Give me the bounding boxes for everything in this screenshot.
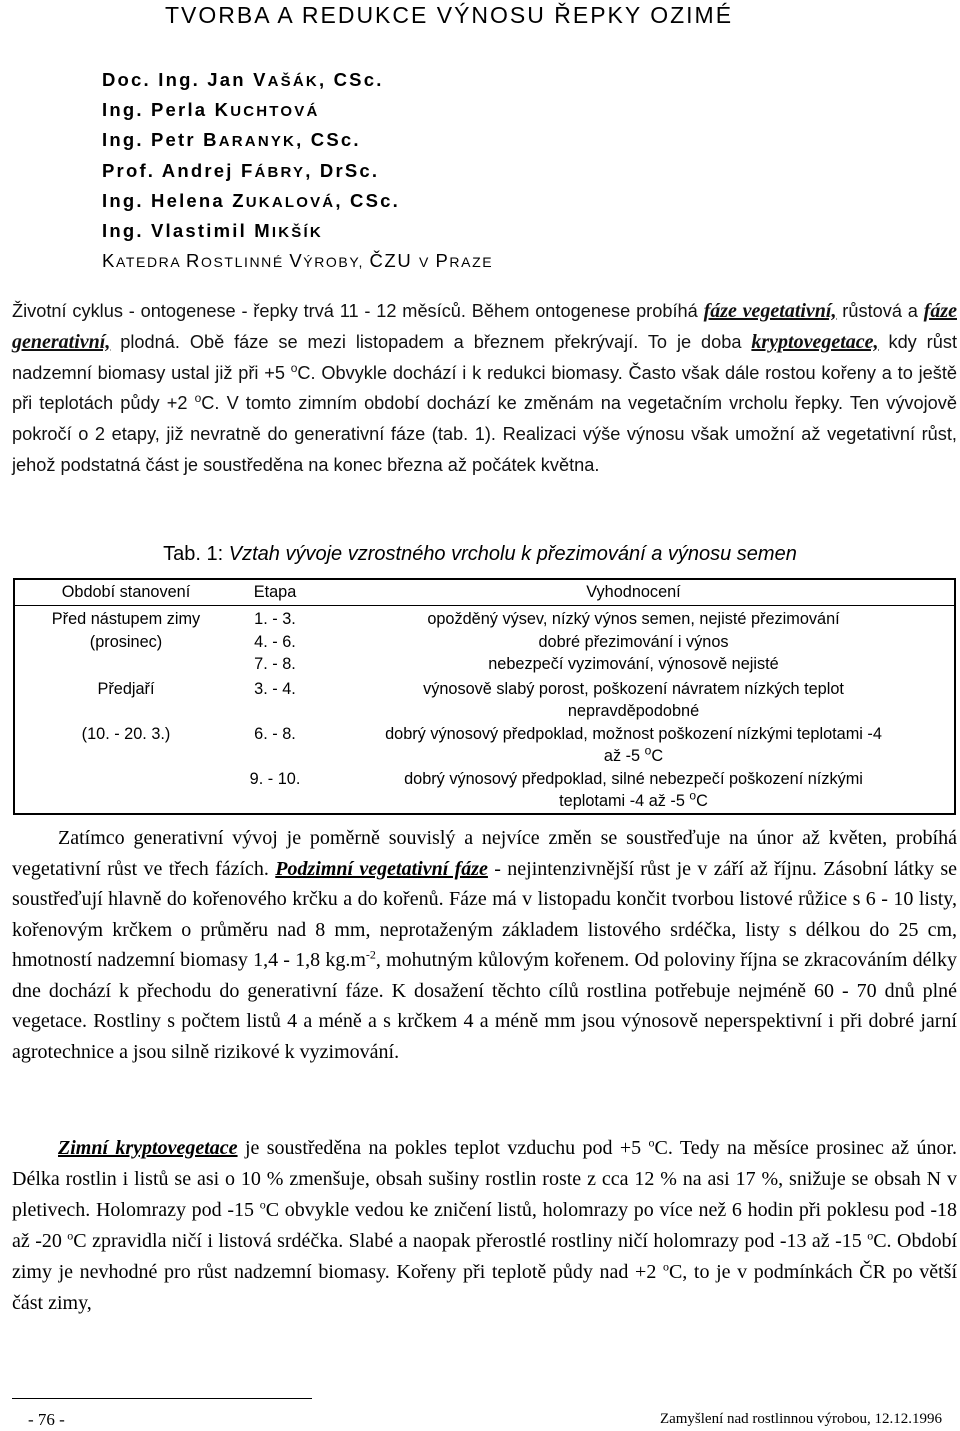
author-list [102, 66, 493, 276]
article-title: TVORBA A REDUKCE VÝNOSU ŘEPKY OZIMÉ [165, 2, 734, 28]
department-affiliation: KATEDRA ROSTLINNÉ VÝROBY, ČZU V PRAZE [102, 250, 494, 272]
body-paragraph-winter: Zimní kryptovegetace je soustředěna na pokles teplot vzduchu pod +5 $^o$C. Tedy na měsíce prosinec až únor. Délka rostlin i listů se asi o 10 % zmenšuje, obsah sušiny rostlin roste z cca 12 % na asi 17 %, snižuje se obsah N v pletivech. Holomrazy pod -15 $^o$C obvykle vedou ke zničení listů, holomrazy po více než 6 hodin při poklesu pod -18 až -20 $^o$C zpravidla ničí i listová srdéčka. Slabé a naopak přerostlé rostliny ničí holomrazy pod -13 až -15 $^o$C. Období zimy je nevhodné pro růst nadzemní biomasy. Kořeny při teplotě půdy nad +2 $^o$C, to je v podmínkách ČR po větší část zimy, [12, 1135, 958, 1314]
table-caption: Tab. 1: Vztah vývoje vzrostného vrcholu k přezimování a výnosu semen [163, 543, 797, 565]
intro-paragraph: Životní cyklus - ontogenese - řepky trvá 11 - 12 měsíců. Během ontogenese probíhá fáze vegetativní, růstová a fáze generativní, plodná. Obě fáze se mezi listopadem a březnem překrývají. To je doba kryptovegetace, kdy růst nadzemní biomasy ustal již při +5 $^o$C. Obvykle dochází i k redukci biomasy. Často však dále rostou kořeny a to ještě při teplotách půdy +2 $^o$C. V tomto zimním období dochází ke změnám na vegetačním vrcholu řepky. Ten vývojově pokročí o 2 etapy, již nevratně do generativní fáze (tab. 1). Realizaci výše výnosu však umožní až vegetativní růst, jehož podstatná část je soustředěna na konec března až počátek května. [12, 300, 958, 475]
table-row: Předjaří (10. - 20. 3.) 3. - 4. 6. - 8. 9. - 10. výnosově slabý porost, poškození návratem nízkých teplot nepravděpodobné dobrý výnosový předpoklad, možnost poškození nízkými teplotami -4 až -5 $^o$C dobrý výnosový předpoklad, silné nebezpečí poškození nízkými teplotami -4 až -5 $^o$C [14, 676, 955, 814]
author-line: Ing. Perla KUCHTOVÁ [102, 99, 320, 121]
column-header-evaluation: Vyhodnocení [313, 579, 955, 606]
author-line: Ing. Vlastimil MIKŠÍK [102, 220, 323, 242]
table-row: Před nástupem zimy (prosinec) 1. - 3. 4. - 6. 7. - 8. opožděný výsev, nízký výnos semen, nejisté přezimování dobré přezimování i výnos nebezpečí vyzimování, výnosově nejisté [51, 610, 840, 673]
column-header-stage: Etapa [237, 579, 313, 606]
footer-rule [12, 1398, 312, 1399]
page-number: - 76 - [28, 1410, 65, 1429]
column-header-period: Období stanovení [14, 579, 237, 606]
publication-source: Zamyšlení nad rostlinnou výrobou, 12.12.1996 [659, 1411, 942, 1427]
author-line: Prof. Andrej FÁBRY, DrSc. [102, 159, 380, 181]
author-line: Ing. Helena ZUKALOVÁ, CSc. [102, 189, 400, 211]
author-line: Doc. Ing. Jan VAŠÁK, CSc. [102, 69, 384, 90]
body-paragraph-growth-phases: Zatímco generativní vývoj je poměrně souvislý a nejvíce změn se soustřeďuje na únor až květen, probíhá vegetativní růst ve třech fázích. Podzimní vegetativní fáze - nejintenzivnější růst je v září až říjnu. Zásobní látky se soustřeďují hlavně do kořenového krčku a do kořenů. Fáze má v listopadu končit tvorbou listové růžice s 6 - 10 listy, kořenovým krčkem o průměru nad 8 mm, neprotaženým základem listového srdéčka, listy s délkou do 25 cm, hmotností nadzemní biomasy 1,4 - 1,8 $kg.m^{-2}$, mohutným kůlovým kořenem. Od poloviny října se zkracováním délky dne dochází k přechodu do generativní fáze. K dosažení těchto cílů rostlina potřebuje nejméně 60 - 70 dnů plné vegetace. Rostliny s počtem listů 4 a méně a s krčkem 4 a méně mm jsou výnosově neperspektivní i při dobré jarní agrotechnice a jsou silně rizikové k vyzimování. [12, 827, 958, 1063]
author-line: Ing. Petr BARANYK, CSc. [102, 129, 361, 151]
development-table [13, 578, 956, 815]
